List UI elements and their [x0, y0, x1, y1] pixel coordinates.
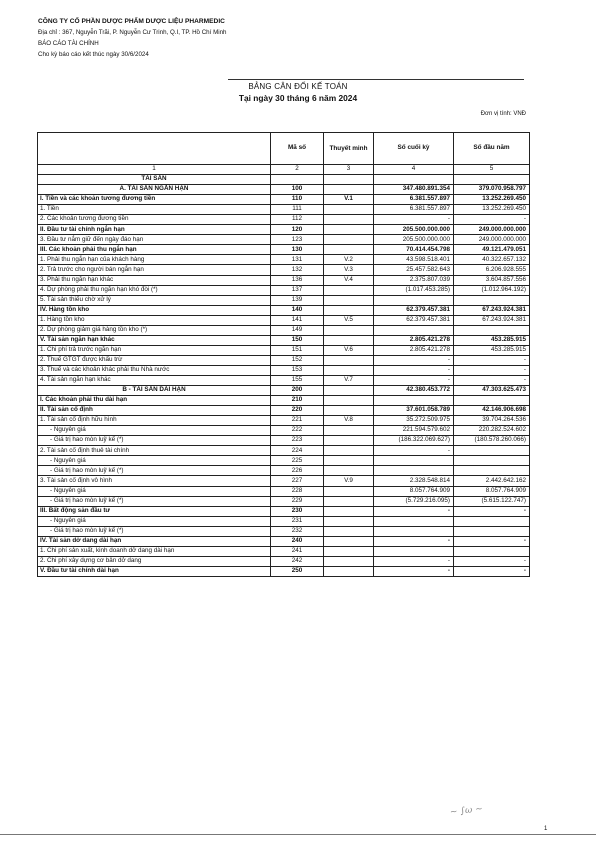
end-value-cell — [374, 456, 454, 466]
end-value-cell: 221.594.579.602 — [374, 426, 454, 436]
balance-sheet-table — [37, 132, 530, 577]
end-value-cell: (186.322.069.627) — [374, 436, 454, 446]
code-cell: 141 — [271, 315, 324, 325]
note-cell: V.3 — [324, 265, 374, 275]
begin-value-cell: - — [454, 375, 530, 385]
end-value-cell: 205.500.000.000 — [374, 235, 454, 245]
note-cell: V.7 — [324, 375, 374, 385]
item-cell: 3. Phải thu ngắn hạn khác — [38, 275, 271, 285]
begin-value-cell: (180.578.260.066) — [454, 436, 530, 446]
col-header-code: Mã số — [271, 133, 324, 165]
item-cell: 4. Dự phòng phải thu ngắn hạn khó đòi (*) — [38, 285, 271, 295]
code-cell: 220 — [271, 406, 324, 416]
col-header-end: Số cuối kỳ — [374, 133, 454, 165]
item-cell: 2. Các khoản tương đương tiền — [38, 215, 271, 225]
end-value-cell: 347.480.891.354 — [374, 185, 454, 195]
note-cell: V.5 — [324, 315, 374, 325]
note-cell — [324, 536, 374, 546]
begin-value-cell — [454, 516, 530, 526]
item-cell: - Nguyên giá — [38, 486, 271, 496]
note-cell — [324, 426, 374, 436]
end-value-cell: 6.381.557.897 — [374, 205, 454, 215]
code-cell: 152 — [271, 355, 324, 365]
note-cell — [324, 506, 374, 516]
code-cell: 149 — [271, 325, 324, 335]
item-cell: 1. Tiền — [38, 205, 271, 215]
begin-value-cell: 67.243.924.381 — [454, 315, 530, 325]
begin-value-cell — [454, 526, 530, 536]
begin-value-cell: - — [454, 566, 530, 576]
begin-value-cell: 3.604.857.556 — [454, 275, 530, 285]
item-cell: - Nguyên giá — [38, 456, 271, 466]
page-number: 1 — [544, 826, 548, 832]
note-cell — [324, 456, 374, 466]
begin-value-cell: 42.146.906.698 — [454, 406, 530, 416]
code-cell: 241 — [271, 546, 324, 556]
note-cell — [324, 546, 374, 556]
code-cell: 110 — [271, 195, 324, 205]
item-cell: 1. Chi phí trả trước ngắn hạn — [38, 345, 271, 355]
item-cell: III. Các khoản phải thu ngắn hạn — [38, 245, 271, 255]
begin-value-cell — [454, 295, 530, 305]
index-cell: 3 — [324, 165, 374, 175]
code-cell: 229 — [271, 496, 324, 506]
begin-value-cell: - — [454, 355, 530, 365]
begin-value-cell — [454, 446, 530, 456]
code-cell: 139 — [271, 295, 324, 305]
item-cell: - Nguyên giá — [38, 516, 271, 526]
begin-value-cell: - — [454, 536, 530, 546]
end-value-cell — [374, 546, 454, 556]
code-cell: 210 — [271, 396, 324, 406]
begin-value-cell: 249.000.000.000 — [454, 235, 530, 245]
table-row — [38, 195, 530, 205]
table-header-row — [38, 133, 530, 165]
begin-value-cell — [454, 456, 530, 466]
code-cell: 224 — [271, 446, 324, 456]
note-cell — [324, 365, 374, 375]
page-bottom-edge — [0, 834, 596, 835]
code-cell: 232 — [271, 526, 324, 536]
table-row — [38, 436, 530, 446]
table-row — [38, 456, 530, 466]
note-cell — [324, 436, 374, 446]
end-value-cell: - — [374, 566, 454, 576]
code-cell: 226 — [271, 466, 324, 476]
table-body — [38, 175, 530, 577]
end-value-cell: 43.598.518.401 — [374, 255, 454, 265]
note-cell: V.9 — [324, 476, 374, 486]
index-cell: 2 — [271, 165, 324, 175]
note-cell — [324, 245, 374, 255]
begin-value-cell: 13.252.269.450 — [454, 205, 530, 215]
company-name: CÔNG TY CỔ PHẦN DƯỢC PHẨM DƯỢC LIỆU PHARMEDIC — [38, 18, 225, 25]
table-row — [38, 225, 530, 235]
table-row — [38, 506, 530, 516]
title-divider — [228, 79, 524, 80]
code-cell: 250 — [271, 566, 324, 576]
item-cell: II. Tài sản cố định — [38, 406, 271, 416]
code-cell: 230 — [271, 506, 324, 516]
end-value-cell: 37.601.058.789 — [374, 406, 454, 416]
item-cell: - Nguyên giá — [38, 426, 271, 436]
note-cell — [324, 406, 374, 416]
item-cell: V. Đầu tư tài chính dài hạn — [38, 566, 271, 576]
begin-value-cell — [454, 396, 530, 406]
begin-value-cell: 249.000.000.000 — [454, 225, 530, 235]
table-row — [38, 265, 530, 275]
table-row — [38, 446, 530, 456]
end-value-cell: 25.457.582.643 — [374, 265, 454, 275]
table-row — [38, 215, 530, 225]
note-cell — [324, 355, 374, 365]
begin-value-cell: - — [454, 365, 530, 375]
note-cell — [324, 205, 374, 215]
currency-unit: Đơn vị tính: VNĐ — [480, 111, 526, 117]
end-value-cell: - — [374, 375, 454, 385]
table-row — [38, 295, 530, 305]
item-cell: I. Tiền và các khoản tương đương tiền — [38, 195, 271, 205]
note-cell: V.2 — [324, 255, 374, 265]
end-value-cell: (1.017.453.285) — [374, 285, 454, 295]
index-cell: 5 — [454, 165, 530, 175]
report-title: BẢNG CÂN ĐỐI KẾ TOÁN — [248, 82, 348, 91]
item-cell: IV. Tài sản dở dang dài hạn — [38, 536, 271, 546]
end-value-cell: - — [374, 536, 454, 546]
table-row — [38, 175, 530, 185]
end-value-cell: 35.272.509.975 — [374, 416, 454, 426]
table-row — [38, 315, 530, 325]
table-row — [38, 516, 530, 526]
end-value-cell: 62.379.457.381 — [374, 315, 454, 325]
column-index-row — [38, 165, 530, 175]
begin-value-cell — [454, 466, 530, 476]
note-cell — [324, 235, 374, 245]
code-cell: 225 — [271, 456, 324, 466]
begin-value-cell: 453.285.915 — [454, 345, 530, 355]
note-cell — [324, 466, 374, 476]
note-cell — [324, 185, 374, 195]
table-row — [38, 185, 530, 195]
table-row — [38, 426, 530, 436]
note-cell — [324, 566, 374, 576]
end-value-cell: 62.379.457.381 — [374, 305, 454, 315]
note-cell — [324, 225, 374, 235]
end-value-cell — [374, 466, 454, 476]
begin-value-cell: 6.206.928.555 — [454, 265, 530, 275]
begin-value-cell: 453.285.915 — [454, 335, 530, 345]
item-cell: V. Tài sản ngắn hạn khác — [38, 335, 271, 345]
item-cell: B - TÀI SẢN DÀI HẠN — [38, 386, 271, 396]
col-header-begin: Số đầu năm — [454, 133, 530, 165]
item-cell: 2. Tài sản cố định thuê tài chính — [38, 446, 271, 456]
table-row — [38, 325, 530, 335]
table-row — [38, 536, 530, 546]
table-row — [38, 345, 530, 355]
end-value-cell: 2.375.807.039 — [374, 275, 454, 285]
index-cell: 1 — [38, 165, 271, 175]
col-header-note: Thuyết minh — [324, 133, 374, 165]
item-cell: TÀI SẢN — [38, 175, 271, 185]
end-value-cell — [374, 295, 454, 305]
begin-value-cell: 379.070.958.797 — [454, 185, 530, 195]
end-value-cell: - — [374, 365, 454, 375]
note-cell — [324, 305, 374, 315]
table-row — [38, 526, 530, 536]
begin-value-cell: - — [454, 556, 530, 566]
report-period: Cho kỳ báo cáo kết thúc ngày 30/6/2024 — [38, 51, 149, 58]
end-value-cell — [374, 396, 454, 406]
note-cell: V.8 — [324, 416, 374, 426]
end-value-cell: (5.729.216.095) — [374, 496, 454, 506]
code-cell: 151 — [271, 345, 324, 355]
end-value-cell: 8.057.764.909 — [374, 486, 454, 496]
end-value-cell: 2.805.421.278 — [374, 345, 454, 355]
end-value-cell: 6.381.557.897 — [374, 195, 454, 205]
item-cell: 3. Tài sản cố định vô hình — [38, 476, 271, 486]
code-cell: 155 — [271, 375, 324, 385]
note-cell — [324, 396, 374, 406]
code-cell: 136 — [271, 275, 324, 285]
company-address: Địa chỉ : 367, Nguyễn Trãi, P. Nguyễn Cư Trinh, Q.I, TP. Hồ Chí Minh — [38, 29, 227, 36]
item-cell: 3. Thuế và các khoản khác phải thu Nhà nước — [38, 365, 271, 375]
note-cell — [324, 335, 374, 345]
item-cell: 5. Tài sản thiếu chờ xử lý — [38, 295, 271, 305]
begin-value-cell: 40.322.657.132 — [454, 255, 530, 265]
note-cell — [324, 175, 374, 185]
end-value-cell: - — [374, 355, 454, 365]
begin-value-cell: 47.303.625.473 — [454, 386, 530, 396]
note-cell: V.4 — [324, 275, 374, 285]
code-cell: 223 — [271, 436, 324, 446]
item-cell: 2. Chi phí xây dựng cơ bản dở dang — [38, 556, 271, 566]
code-cell: 137 — [271, 285, 324, 295]
begin-value-cell: 13.252.269.450 — [454, 195, 530, 205]
item-cell: II. Đầu tư tài chính ngắn hạn — [38, 225, 271, 235]
table-row — [38, 285, 530, 295]
item-cell: 1. Hàng tồn kho — [38, 315, 271, 325]
item-cell: - Giá trị hao mòn luỹ kế (*) — [38, 436, 271, 446]
note-cell — [324, 516, 374, 526]
code-cell: 221 — [271, 416, 324, 426]
index-cell: 4 — [374, 165, 454, 175]
note-cell — [324, 215, 374, 225]
end-value-cell — [374, 325, 454, 335]
code-cell — [271, 175, 324, 185]
item-cell: 4. Tài sản ngắn hạn khác — [38, 375, 271, 385]
note-cell — [324, 295, 374, 305]
code-cell: 222 — [271, 426, 324, 436]
item-cell: I. Các khoản phải thu dài hạn — [38, 396, 271, 406]
table-row — [38, 275, 530, 285]
signature-mark: ~ ∫ω ~ — [449, 804, 484, 818]
end-value-cell: 42.380.453.772 — [374, 386, 454, 396]
end-value-cell: - — [374, 556, 454, 566]
table-row — [38, 305, 530, 315]
note-cell — [324, 556, 374, 566]
table-row — [38, 386, 530, 396]
end-value-cell: - — [374, 446, 454, 456]
table-row — [38, 355, 530, 365]
begin-value-cell: (5.615.122.747) — [454, 496, 530, 506]
code-cell: 200 — [271, 386, 324, 396]
code-cell: 100 — [271, 185, 324, 195]
code-cell: 111 — [271, 205, 324, 215]
table-row — [38, 546, 530, 556]
item-cell: - Giá trị hao mòn luỹ kế (*) — [38, 526, 271, 536]
item-cell: 2. Thuế GTGT được khấu trừ — [38, 355, 271, 365]
note-cell — [324, 496, 374, 506]
table-row — [38, 466, 530, 476]
item-cell: A. TÀI SẢN NGẮN HẠN — [38, 185, 271, 195]
code-cell: 153 — [271, 365, 324, 375]
note-cell — [324, 325, 374, 335]
report-date: Tại ngày 30 tháng 6 năm 2024 — [238, 93, 358, 103]
table-row — [38, 476, 530, 486]
note-cell: V.6 — [324, 345, 374, 355]
table-row — [38, 496, 530, 506]
table-row — [38, 235, 530, 245]
begin-value-cell: 220.282.524.602 — [454, 426, 530, 436]
table-row — [38, 365, 530, 375]
item-cell: - Giá trị hao mòn luỹ kế (*) — [38, 496, 271, 506]
begin-value-cell: 39.704.264.536 — [454, 416, 530, 426]
note-cell — [324, 285, 374, 295]
end-value-cell — [374, 526, 454, 536]
code-cell: 132 — [271, 265, 324, 275]
code-cell: 112 — [271, 215, 324, 225]
begin-value-cell: - — [454, 215, 530, 225]
code-cell: 240 — [271, 536, 324, 546]
end-value-cell: 2.805.421.278 — [374, 335, 454, 345]
begin-value-cell: (1.012.964.192) — [454, 285, 530, 295]
end-value-cell: 70.414.454.798 — [374, 245, 454, 255]
note-cell — [324, 526, 374, 536]
begin-value-cell: 49.121.479.051 — [454, 245, 530, 255]
item-cell: IV. Hàng tồn kho — [38, 305, 271, 315]
begin-value-cell — [454, 175, 530, 185]
note-cell — [324, 386, 374, 396]
end-value-cell: - — [374, 215, 454, 225]
item-cell: 1. Tài sản cố định hữu hình — [38, 416, 271, 426]
item-cell: 1. Chi phí sản xuất, kinh doanh dở dang dài hạn — [38, 546, 271, 556]
item-cell: 2. Dự phòng giảm giá hàng tồn kho (*) — [38, 325, 271, 335]
col-header-item — [38, 133, 271, 165]
table-row — [38, 375, 530, 385]
table-row — [38, 556, 530, 566]
begin-value-cell: 67.243.924.381 — [454, 305, 530, 315]
end-value-cell: - — [374, 506, 454, 516]
code-cell: 130 — [271, 245, 324, 255]
end-value-cell: 2.328.548.814 — [374, 476, 454, 486]
end-value-cell: 205.500.000.000 — [374, 225, 454, 235]
code-cell: 120 — [271, 225, 324, 235]
table-row — [38, 416, 530, 426]
item-cell: 3. Đầu tư nắm giữ đến ngày đáo hạn — [38, 235, 271, 245]
code-cell: 150 — [271, 335, 324, 345]
note-cell — [324, 446, 374, 456]
begin-value-cell — [454, 325, 530, 335]
code-cell: 123 — [271, 235, 324, 245]
item-cell: 2. Trả trước cho người bán ngắn hạn — [38, 265, 271, 275]
code-cell: 131 — [271, 255, 324, 265]
table-row — [38, 335, 530, 345]
begin-value-cell: - — [454, 506, 530, 516]
code-cell: 140 — [271, 305, 324, 315]
table-row — [38, 255, 530, 265]
code-cell: 242 — [271, 556, 324, 566]
code-cell: 231 — [271, 516, 324, 526]
note-cell: V.1 — [324, 195, 374, 205]
code-cell: 227 — [271, 476, 324, 486]
table-row — [38, 396, 530, 406]
item-cell: 1. Phải thu ngắn hạn của khách hàng — [38, 255, 271, 265]
table-row — [38, 566, 530, 576]
begin-value-cell: 2.442.642.162 — [454, 476, 530, 486]
end-value-cell — [374, 175, 454, 185]
note-cell — [324, 486, 374, 496]
table-row — [38, 406, 530, 416]
begin-value-cell: 8.057.764.909 — [454, 486, 530, 496]
begin-value-cell — [454, 546, 530, 556]
table-row — [38, 486, 530, 496]
item-cell: - Giá trị hao mòn luỹ kế (*) — [38, 466, 271, 476]
table-row — [38, 245, 530, 255]
table-row — [38, 205, 530, 215]
item-cell: III. Bất động sản đầu tư — [38, 506, 271, 516]
report-type: BÁO CÁO TÀI CHÍNH — [38, 40, 99, 47]
code-cell: 228 — [271, 486, 324, 496]
end-value-cell — [374, 516, 454, 526]
